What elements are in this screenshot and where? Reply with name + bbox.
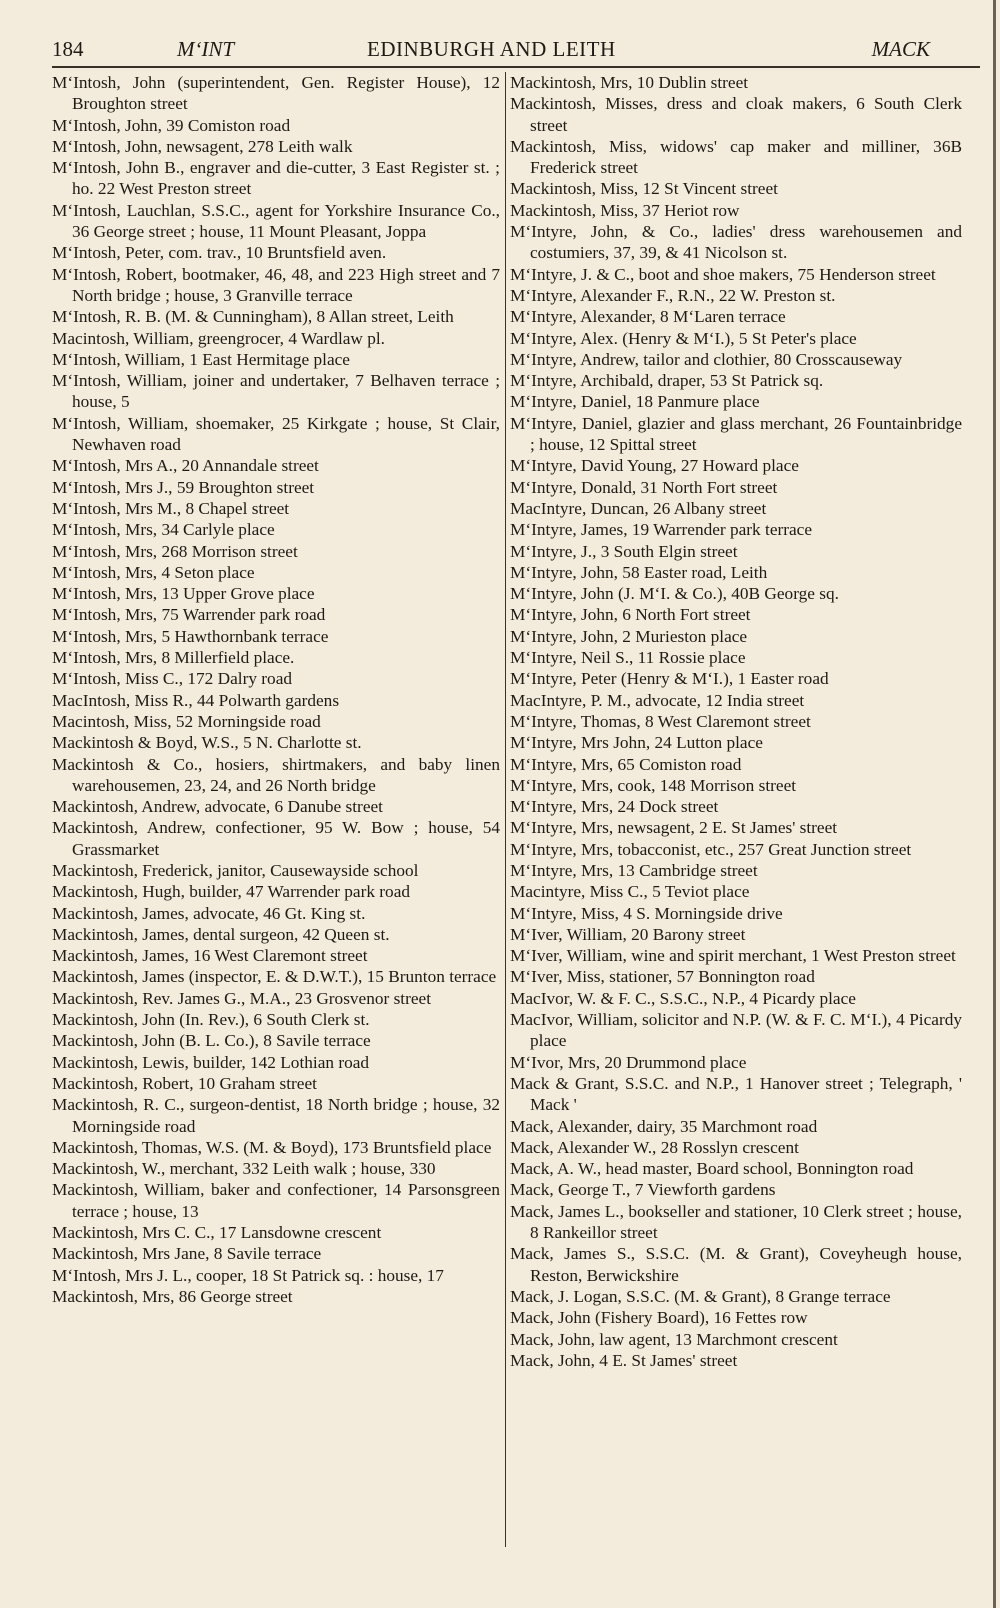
directory-entry: MacIntyre, Duncan, 26 Albany street (510, 498, 767, 518)
directory-entry: M‘Intosh, Mrs A., 20 Annandale street (52, 456, 319, 476)
page-edge (993, 0, 996, 1608)
directory-entry: M‘Intyre, David Young, 27 Howard place (510, 456, 799, 476)
running-header (52, 34, 952, 64)
directory-entry: Mackintosh, Mrs C. C., 17 Lansdowne crescent (52, 1223, 382, 1243)
directory-entry: MacIvor, W. & F. C., S.S.C., N.P., 4 Picardy place (510, 988, 856, 1008)
directory-entry: Macintosh, William, greengrocer, 4 Wardlaw pl. (52, 328, 385, 348)
left-column (52, 72, 500, 1307)
directory-entry: Mackintosh, W., merchant, 332 Leith walk ; house, 330 (52, 1159, 436, 1179)
directory-entry: Mackintosh, Mrs, 10 Dublin street (510, 73, 749, 92)
directory-entry: M‘Iver, William, wine and spirit merchant, 1 West Preston street (510, 946, 956, 966)
directory-entry: Mack, John, 4 E. St James' street (510, 1350, 738, 1370)
directory-entry: Mackintosh & Co., hosiers, shirtmakers, and baby linen warehousemen, 23, 24, and 26 North bridge (52, 754, 500, 795)
directory-entry: M‘Intyre, Mrs, 65 Comiston road (510, 754, 742, 774)
directory-entry: Mackintosh, James, advocate, 46 Gt. King st. (52, 903, 366, 923)
directory-entry: M‘Intyre, Andrew, tailor and clothier, 80 Crosscauseway (510, 349, 903, 369)
directory-entry: Mack, George T., 7 Viewforth gardens (510, 1180, 776, 1200)
directory-entry: Mackintosh, James, dental surgeon, 42 Queen st. (52, 924, 390, 944)
directory-entry: M‘Intyre, Miss, 4 S. Morningside drive (510, 903, 783, 923)
directory-entry: M‘Intyre, Daniel, 18 Panmure place (510, 392, 760, 412)
directory-entry: Mackintosh, Misses, dress and cloak makers, 6 South Clerk street (510, 94, 962, 135)
column-divider (505, 72, 506, 1547)
directory-entry: M‘Intosh, Lauchlan, S.S.C., agent for Yorkshire Insurance Co., 36 George street ; house, 11 Mount Pleasant, Joppa (52, 200, 500, 242)
directory-entry: Mackintosh, John (In. Rev.), 6 South Clerk st. (52, 1010, 370, 1030)
directory-entry: M‘Intosh, John, 39 Comiston road (52, 115, 291, 135)
directory-entry: M‘Intyre, John, & Co., ladies' dress warehousemen and costumiers, 37, 39, & 41 Nicolson st. (510, 222, 962, 263)
directory-entry: Mack, James S., S.S.C. (M. & Grant), Coveyheugh house, Reston, Berwickshire (510, 1244, 962, 1285)
directory-entry: M‘Intosh, John, newsagent, 278 Leith walk (52, 136, 353, 156)
directory-entry: M‘Intyre, Mrs, cook, 148 Morrison street (510, 775, 797, 795)
directory-entry: Mackintosh, Frederick, janitor, Causewayside school (52, 860, 419, 880)
directory-entry: M‘Intosh, Mrs, 8 Millerfield place. (52, 648, 295, 668)
directory-entry: M‘Intosh, Mrs J., 59 Broughton street (52, 477, 315, 497)
directory-entry: M‘Intyre, Mrs, tobacconist, etc., 257 Great Junction street (510, 839, 912, 859)
directory-entry: Macintosh, Miss, 52 Morningside road (52, 711, 321, 731)
directory-entry: M‘Intosh, William, joiner and undertaker, 7 Belhaven terrace ; house, 5 (52, 371, 500, 412)
directory-entry: Mack, Alexander, dairy, 35 Marchmont road (510, 1116, 818, 1136)
directory-entry: M‘Intyre, Mrs John, 24 Lutton place (510, 733, 763, 753)
directory-entry: Mackintosh & Boyd, W.S., 5 N. Charlotte st. (52, 733, 362, 753)
directory-entry: Mackintosh, James, 16 West Claremont street (52, 946, 368, 966)
directory-entry: M‘Intosh, Miss C., 172 Dalry road (52, 669, 293, 689)
directory-entry: M‘Intyre, James, 19 Warrender park terrace (510, 520, 813, 540)
directory-entry: Mack, John (Fishery Board), 16 Fettes row (510, 1308, 808, 1328)
directory-entry: Mackintosh, Mrs Jane, 8 Savile terrace (52, 1244, 322, 1264)
directory-entry: M‘Intyre, John, 58 Easter road, Leith (510, 562, 768, 582)
directory-entry: M‘Intyre, J., 3 South Elgin street (510, 541, 738, 561)
right-column (510, 72, 962, 1371)
left-running-head: M‘INT (177, 37, 235, 61)
directory-entry: M‘Intosh, John B., engraver and die-cutter, 3 East Register st. ; ho. 22 West Preston street (52, 158, 500, 199)
directory-entry: MacIvor, William, solicitor and N.P. (W. & F. C. M‘I.), 4 Picardy place (510, 1010, 962, 1051)
directory-entry: M‘Intosh, Peter, com. trav., 10 Bruntsfield aven. (52, 243, 387, 263)
directory-entry: Mack, Alexander W., 28 Rosslyn crescent (510, 1137, 799, 1157)
directory-entry: M‘Intyre, Alexander, 8 M‘Laren terrace (510, 307, 786, 327)
directory-entry: M‘Intosh, Mrs M., 8 Chapel street (52, 498, 290, 518)
directory-entry: M‘Intyre, John (J. M‘I. & Co.), 40B George sq. (510, 584, 839, 604)
directory-entry: M‘Intosh, Mrs, 268 Morrison street (52, 541, 298, 561)
directory-entry: Mackintosh, Andrew, advocate, 6 Danube street (52, 797, 383, 817)
directory-entry: M‘Intyre, John, 2 Murieston place (510, 626, 748, 646)
directory-entry: M‘Intyre, Mrs, newsagent, 2 E. St James' street (510, 818, 838, 838)
directory-entry: Macintyre, Miss C., 5 Teviot place (510, 882, 750, 902)
directory-entry: Mack, A. W., head master, Board school, Bonnington road (510, 1159, 914, 1179)
directory-entry: M‘Intyre, Archibald, draper, 53 St Patrick sq. (510, 371, 824, 391)
directory-entry: Mackintosh, Rev. James G., M.A., 23 Grosvenor street (52, 988, 432, 1008)
directory-entry: M‘Ivor, Mrs, 20 Drummond place (510, 1052, 747, 1072)
directory-entry: Mackintosh, Andrew, confectioner, 95 W. Bow ; house, 54 Grassmarket (52, 818, 500, 859)
right-running-head: MACK (871, 37, 930, 61)
directory-entry: Mackintosh, Miss, 37 Heriot row (510, 200, 740, 220)
directory-entry: Mackintosh, Thomas, W.S. (M. & Boyd), 173 Bruntsfield place (52, 1137, 492, 1157)
directory-entry: Mackintosh, Miss, widows' cap maker and milliner, 36B Frederick street (510, 136, 962, 178)
directory-entry: M‘Intyre, Mrs, 24 Dock street (510, 797, 719, 817)
directory-entry: M‘Intosh, Mrs, 5 Hawthornbank terrace (52, 626, 329, 646)
directory-entry: M‘Intosh, R. B. (M. & Cunningham), 8 Allan street, Leith (52, 307, 454, 327)
directory-entry: Mackintosh, R. C., surgeon-dentist, 18 North bridge ; house, 32 Morningside road (52, 1095, 500, 1136)
directory-entry: M‘Intosh, William, shoemaker, 25 Kirkgate ; house, St Clair, Newhaven road (52, 413, 500, 455)
directory-entry: M‘Iver, Miss, stationer, 57 Bonnington road (510, 967, 815, 987)
directory-entry: M‘Intosh, John (superintendent, Gen. Register House), 12 Broughton street (52, 73, 500, 114)
directory-entry: M‘Intyre, J. & C., boot and shoe makers, 75 Henderson street (510, 264, 936, 284)
directory-entry: Mackintosh, Hugh, builder, 47 Warrender park road (52, 882, 411, 902)
directory-entry: MacIntosh, Miss R., 44 Polwarth gardens (52, 690, 340, 710)
page-number: 184 (52, 37, 84, 61)
directory-entry: Mackintosh, William, baker and confectioner, 14 Parsonsgreen terrace ; house, 13 (52, 1180, 500, 1221)
directory-entry: Mackintosh, Mrs, 86 George street (52, 1286, 293, 1306)
directory-entry: Mackintosh, Miss, 12 St Vincent street (510, 179, 778, 199)
directory-entry: Mackintosh, Robert, 10 Graham street (52, 1073, 317, 1093)
directory-entry: M‘Intyre, John, 6 North Fort street (510, 605, 751, 625)
directory-entry: M‘Intosh, Mrs, 34 Carlyle place (52, 520, 275, 540)
header-rule (52, 66, 980, 68)
directory-entry: M‘Intosh, William, 1 East Hermitage place (52, 349, 350, 369)
directory-entry: Mackintosh, Lewis, builder, 142 Lothian road (52, 1052, 370, 1072)
directory-entry: Mackintosh, James (inspector, E. & D.W.T.), 15 Brunton terrace (52, 967, 497, 987)
directory-entry: M‘Intyre, Thomas, 8 West Claremont street (510, 711, 811, 731)
directory-entry: M‘Intyre, Mrs, 13 Cambridge street (510, 860, 758, 880)
directory-entry: M‘Intosh, Mrs J. L., cooper, 18 St Patrick sq. : house, 17 (52, 1265, 444, 1285)
directory-entry: M‘Intosh, Robert, bootmaker, 46, 48, and 223 High street and 7 North bridge ; house, 3 Granville terrace (52, 264, 500, 305)
directory-entry: M‘Intosh, Mrs, 75 Warrender park road (52, 605, 326, 625)
directory-entry: M‘Intyre, Alex. (Henry & M‘I.), 5 St Peter's place (510, 328, 857, 348)
directory-entry: M‘Intyre, Alexander F., R.N., 22 W. Preston st. (510, 285, 836, 305)
directory-entry: M‘Intyre, Neil S., 11 Rossie place (510, 648, 746, 668)
directory-entry: Mackintosh, John (B. L. Co.), 8 Savile terrace (52, 1031, 371, 1051)
directory-entry: MacIntyre, P. M., advocate, 12 India street (510, 690, 805, 710)
directory-entry: Mack, J. Logan, S.S.C. (M. & Grant), 8 Grange terrace (510, 1286, 891, 1306)
directory-entry: M‘Intosh, Mrs, 13 Upper Grove place (52, 584, 315, 604)
directory-entry: Mack & Grant, S.S.C. and N.P., 1 Hanover street ; Telegraph, ' Mack ' (510, 1073, 962, 1115)
directory-entry: M‘Intyre, Donald, 31 North Fort street (510, 477, 778, 497)
directory-title: EDINBURGH AND LEITH (367, 37, 616, 61)
directory-entry: Mack, John, law agent, 13 Marchmont crescent (510, 1329, 838, 1349)
directory-entry: M‘Intyre, Peter (Henry & M‘I.), 1 Easter road (510, 669, 829, 689)
directory-entry: M‘Intyre, Daniel, glazier and glass merchant, 26 Fountainbridge ; house, 12 Spittal street (510, 413, 962, 455)
directory-entry: M‘Iver, William, 20 Barony street (510, 924, 746, 944)
directory-entry: M‘Intosh, Mrs, 4 Seton place (52, 562, 255, 582)
directory-entry: Mack, James L., bookseller and stationer, 10 Clerk street ; house, 8 Rankeillor street (510, 1201, 962, 1243)
